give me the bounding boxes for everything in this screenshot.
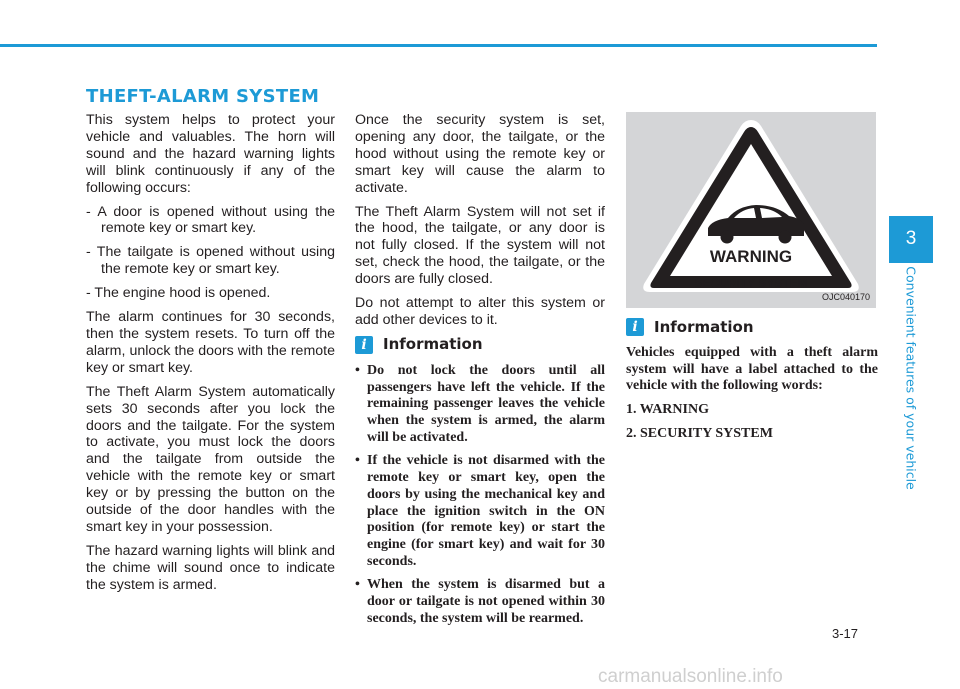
security-system-text-svg <box>626 277 876 289</box>
intro-paragraph: This system helps to protect your vehicle and valuables. The horn will sound and the hazard warning lights will blink continuously if any of the following occurs: <box>86 112 335 196</box>
chapter-title: Convenient features of your vehicle <box>903 266 919 490</box>
information-title: Information <box>654 317 754 336</box>
label-word-item: 2. SECURITY SYSTEM <box>626 425 773 441</box>
warning-triangle-illustration <box>626 112 876 296</box>
watermark: carmanualsonline.info <box>598 666 783 687</box>
column-1 <box>86 112 335 601</box>
trigger-item: - The engine hood is opened. <box>86 285 271 302</box>
chapter-number: 3 <box>905 228 917 249</box>
information-bullet: • If the vehicle is not disarmed with the remote key or smart key, open the doors by using the mechanical key and place the ignition switch in the ON position (for remote key) or start the engine (for smart key) and wait for 30 seconds. <box>355 453 605 570</box>
chapter-tab <box>889 216 933 263</box>
info-icon: i <box>355 336 373 354</box>
section-title: THEFT-ALARM SYSTEM <box>86 86 320 107</box>
do-not-alter-paragraph: Do not attempt to alter this system or add other devices to it. <box>355 295 605 328</box>
column-3 <box>626 112 878 450</box>
information-title: Information <box>383 335 483 354</box>
column-2 <box>355 112 605 634</box>
armed-indication-paragraph: The hazard warning lights will blink and the chime will sound once to indicate the system is armed. <box>86 542 335 593</box>
info-icon: i <box>626 318 644 336</box>
label-word-item: 1. WARNING <box>626 402 709 418</box>
label-intro-paragraph: Vehicles equipped with a theft alarm system will have a label attached to the vehicle with the following words: <box>626 345 878 394</box>
information-list <box>355 363 605 628</box>
information-heading <box>355 336 605 354</box>
trigger-item: - The tailgate is opened without using the remote key or smart key. <box>86 244 335 278</box>
security-system-label-text: SECURITY SYSTEM <box>694 277 808 289</box>
alarm-duration-paragraph: The alarm continues for 30 seconds, then the system resets. To turn off the alarm, unlock the doors with the remote key or smart key. <box>86 309 335 376</box>
not-set-paragraph: The Theft Alarm System will not set if the hood, the tailgate, or any door is not fully closed. If the system will not set, check the hood, the tailgate, or the doors are fully closed. <box>355 203 605 288</box>
information-bullet: • When the system is disarmed but a door or tailgate is not opened within 30 seconds, the system will be rearmed. <box>355 577 605 627</box>
figure-code: OJC040170 <box>821 292 870 303</box>
warning-label-figure <box>626 112 876 308</box>
once-set-paragraph: Once the security system is set, opening any door, the tailgate, or the hood without using the remote key or smart key will cause the alarm to activate. <box>355 112 605 196</box>
top-rule <box>0 44 877 47</box>
warning-label-text: WARNING <box>709 247 793 266</box>
information-bullet: • Do not lock the doors until all passengers have left the vehicle. If the remaining passenger leaves the vehicle when the system is armed, the alarm will be activated. <box>355 363 605 447</box>
page-number: 3-17 <box>832 626 859 641</box>
auto-set-paragraph: The Theft Alarm System automatically sets 30 seconds after you lock the doors and the tailgate. For the system to activate, you must lock the doors and the tailgate from outside the vehicle with the remote key or smart key or by pressing the button on the outside of the door handles with the smart key in your possession. <box>86 383 335 535</box>
trigger-item: - A door is opened without using the remote key or smart key. <box>86 203 335 237</box>
information-heading <box>626 318 878 336</box>
